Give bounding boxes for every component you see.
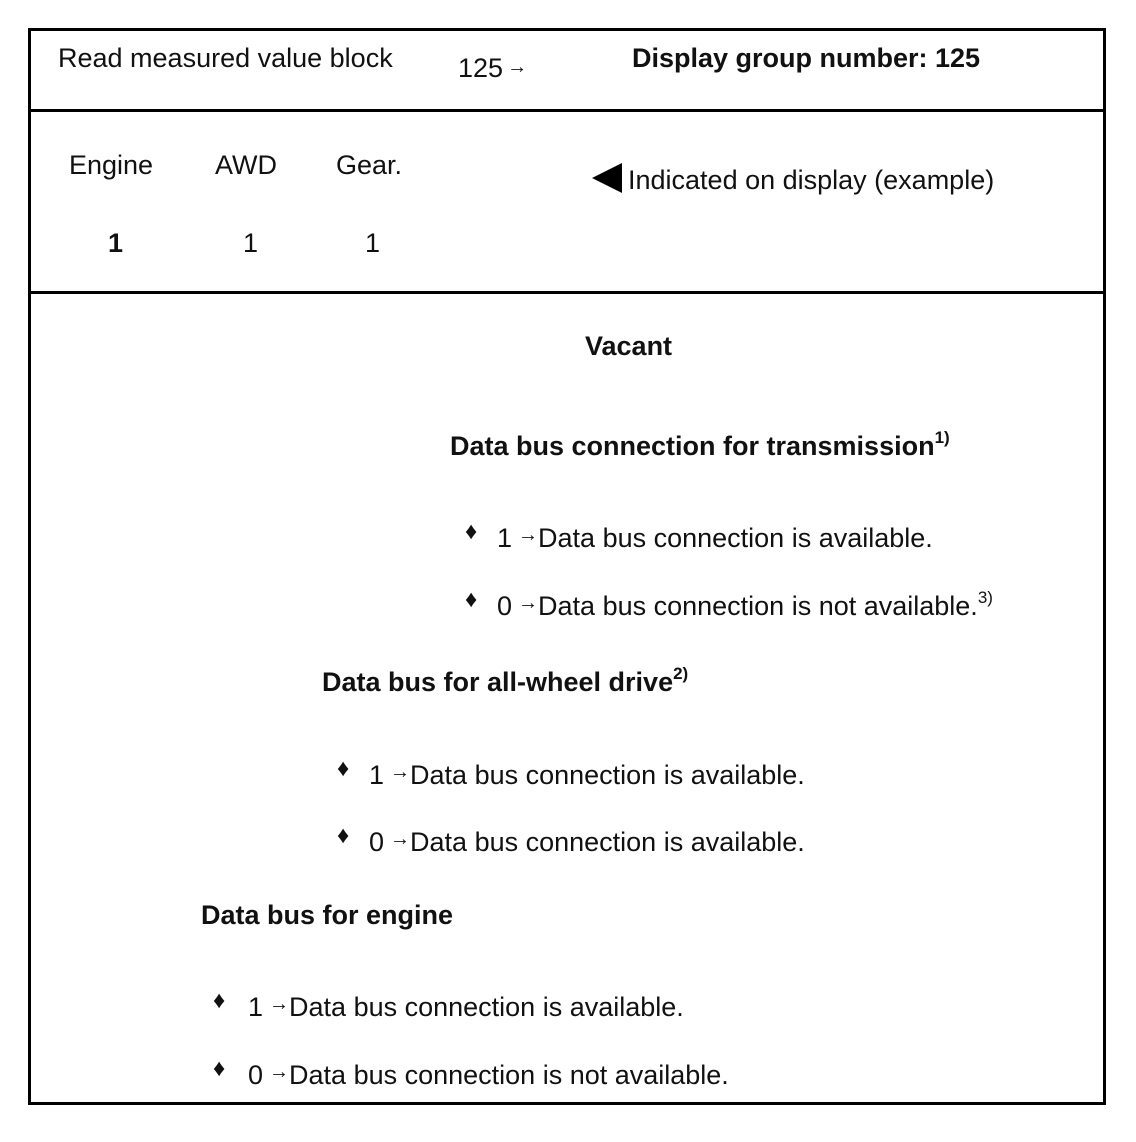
diamond-bullet-icon: ♦ [213,1055,226,1082]
column-value-awd: 1 [243,228,259,258]
divider-header [28,109,1106,112]
indicator-text: Indicated on display (example) [628,165,995,195]
column-label-awd: AWD [215,150,277,180]
diamond-bullet-icon: ♦ [337,755,350,782]
block-value: 125 [458,53,504,83]
right-arrow-icon: → [518,592,537,614]
right-arrow-icon: → [390,761,409,783]
left-triangle-icon [592,163,622,193]
column-value-engine: 1 [108,228,124,258]
right-arrow-icon: → [390,828,409,850]
display-group-title: Display group number: 125 [632,43,981,73]
right-arrow-icon: → [518,524,537,546]
footnote-marker: 3) [977,588,993,607]
footnote-marker: 1) [934,428,950,447]
block-number [458,55,527,82]
column-label-gear: Gear. [336,150,403,180]
right-arrow-icon: → [269,993,288,1015]
right-arrow-icon: → [507,56,528,78]
column-value-gear: 1 [365,228,381,258]
list-item: 1 →Data bus connection is available. [369,760,805,790]
diamond-bullet-icon: ♦ [465,586,478,613]
engine-heading: Data bus for engine [201,900,454,930]
diamond-bullet-icon: ♦ [337,822,350,849]
diamond-bullet-icon: ♦ [465,518,478,545]
diamond-bullet-icon: ♦ [213,987,226,1014]
read-block-label: Read measured value block [58,43,393,73]
list-item: 0 →Data bus connection is not available.$^{3)}$ [497,588,993,621]
divider-display [28,291,1106,294]
right-arrow-icon: → [269,1061,288,1083]
column-label-engine: Engine [69,150,154,180]
list-item: 0 →Data bus connection is available. [369,827,805,857]
display-indicator [592,163,994,194]
awd-heading: Data bus for all-wheel drive$^{2)}$ [322,664,689,697]
transmission-heading: Data bus connection for transmission$^{1)}$ [450,428,950,461]
list-item: 1 →Data bus connection is available. [497,523,933,553]
vacant-label: Vacant [585,331,673,361]
list-item: 0 →Data bus connection is not available. [248,1060,729,1090]
footnote-marker: 2) [673,664,689,683]
list-item: 1 →Data bus connection is available. [248,992,684,1022]
